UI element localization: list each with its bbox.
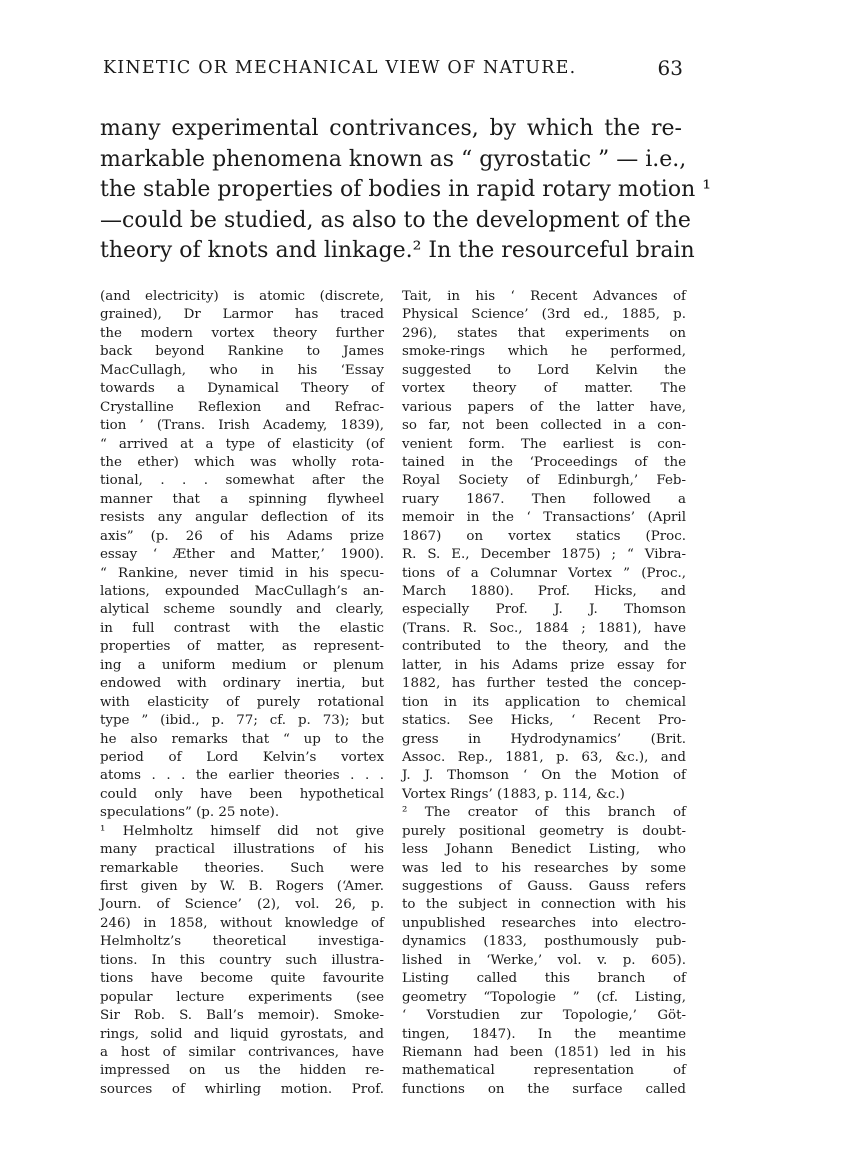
footnote-line: manner that a spinning flywheel — [100, 491, 384, 507]
footnote-line: alytical scheme soundly and clearly, — [100, 602, 384, 618]
footnote-line: lations, expounded MacCullagh’s an- — [100, 584, 384, 599]
footnote-line: MacCullagh, who in his ‘Essay — [100, 362, 384, 378]
footnote-line: especially Prof. J. J. Thomson — [402, 602, 686, 618]
footnote-line: Vortex Rings’ (1883, p. 114, &c.) — [402, 786, 625, 802]
main-line: the stable properties of bodies in rapid rotary motion ¹ — [100, 177, 712, 202]
footnote-line: Riemann had been (1851) led in his — [402, 1044, 686, 1060]
footnote-line: 1882, has further tested the concep- — [402, 676, 686, 692]
footnote-line: in full contrast with the elastic — [100, 620, 384, 636]
footnote-line: sources of whirling motion. Prof. — [100, 1081, 384, 1097]
footnote-line: popular lecture experiments (see — [100, 989, 384, 1005]
footnote-line: towards a Dynamical Theory of — [100, 381, 384, 397]
footnote-line: 1867) on vortex statics (Proc. — [402, 528, 686, 544]
footnote-line: many practical illustrations of his — [100, 842, 384, 858]
footnote-line: “ arrived at a type of elasticity (of — [100, 436, 384, 452]
footnote-line: “ Rankine, never timid in his specu- — [100, 565, 384, 581]
footnote-line: 246) in 1858, without knowledge of — [100, 915, 384, 931]
footnote-line: atoms . . . the earlier theories . . . — [100, 768, 384, 784]
main-line: markable phenomena known as “ gyrostatic ” — i.e., — [100, 146, 687, 172]
footnote-line: the modern vortex theory further — [100, 325, 384, 341]
footnote-line: March 1880). Prof. Hicks, and — [402, 584, 686, 599]
footnote-line: tions. In this country such illustra- — [100, 952, 384, 968]
footnote-line: to the subject in connection with his — [402, 897, 686, 913]
footnote-line: Royal Society of Edinburgh,’ Feb- — [402, 473, 686, 489]
footnote-line: tingen, 1847). In the meantime — [402, 1026, 686, 1042]
footnote-line: lished in ‘Werke,’ vol. v. p. 605). — [402, 952, 686, 968]
footnote-line: mathematical representation of — [402, 1063, 686, 1079]
footnote-line: (Trans. R. Soc., 1884 ; 1881), have — [402, 620, 686, 636]
footnote-line: (and electricity) is atomic (discrete, — [100, 289, 384, 304]
footnote-line: type ” (ibid., p. 77; cf. p. 73); but — [100, 713, 384, 729]
footnote-line: memoir in the ‘ Transactions’ (April — [402, 510, 686, 526]
footnote-line: properties of matter, as represent- — [100, 639, 384, 655]
footnote-line: was led to his researches by some — [402, 860, 686, 876]
main-paragraph — [100, 114, 712, 267]
main-line: theory of knots and linkage.² In the resourceful brain — [100, 238, 695, 263]
footnote-line: functions on the surface called — [402, 1081, 686, 1097]
footnote-line: tion in its application to chemical — [402, 694, 686, 710]
footnote-line: essay ‘ Æther and Matter,’ 1900). — [100, 547, 384, 563]
footnote-line: suggestions of Gauss. Gauss refers — [402, 879, 686, 894]
footnote-line: tion ’ (Trans. Irish Academy, 1839), — [100, 418, 384, 434]
footnote-line: axis” (p. 26 of his Adams prize — [100, 528, 384, 544]
footnote-line: geometry “Topologie ” (cf. Listing, — [402, 989, 686, 1005]
footnote-line: Sir Rob. S. Ball’s memoir). Smoke- — [100, 1008, 384, 1024]
footnote-line: tional, . . . somewhat after the — [100, 473, 384, 489]
footnote-line: contributed to the theory, and the — [402, 639, 686, 655]
footnote-line: Journ. of Science’ (2), vol. 26, p. — [100, 897, 384, 913]
footnote-line: ² The creator of this branch of — [402, 805, 686, 821]
footnote-line: various papers of the latter have, — [402, 399, 686, 415]
footnote-line: statics. See Hicks, ‘ Recent Pro- — [402, 713, 686, 729]
footnote-line: grained), Dr Larmor has traced — [100, 307, 384, 323]
footnote-line: impressed on us the hidden re- — [100, 1063, 384, 1079]
footnote-line: venient form. The earliest is con- — [402, 436, 686, 452]
footnote-line: Tait, in his ‘ Recent Advances of — [402, 289, 686, 304]
footnote-line: rings, solid and liquid gyrostats, and — [100, 1026, 384, 1042]
footnote-line: vortex theory of matter. The — [402, 381, 686, 397]
footnote-line: could only have been hypothetical — [100, 786, 384, 802]
footnote-line: Assoc. Rep., 1881, p. 63, &c.), and — [402, 749, 686, 765]
footnote-line: tained in the ‘Proceedings of the — [402, 454, 686, 470]
page-number: 63 — [657, 56, 683, 80]
footnote-line: suggested to Lord Kelvin the — [402, 362, 686, 378]
footnote-line: ing a uniform medium or plenum — [100, 657, 384, 673]
footnote-line: period of Lord Kelvin’s vortex — [100, 749, 384, 765]
footnote-line: Helmholtz’s theoretical investiga- — [100, 934, 384, 950]
footnote-line: 296), states that experiments on — [402, 325, 686, 341]
main-line: —could be studied, as also to the development of the — [100, 207, 691, 233]
footnote-column-right — [402, 288, 686, 1099]
footnote-line: less Johann Benedict Listing, who — [402, 842, 686, 858]
main-line: many experimental contrivances, by which the re- — [100, 116, 682, 141]
footnote-line: ‘ Vorstudien zur Topologie,’ Göt- — [402, 1008, 686, 1024]
footnote-line: Listing called this branch of — [402, 971, 686, 987]
footnote-line: with elasticity of purely rotational — [100, 694, 384, 710]
footnote-line: Crystalline Reflexion and Refrac- — [100, 399, 384, 415]
footnote-line: unpublished researches into electro- — [402, 915, 686, 931]
page-header — [103, 58, 683, 88]
footnote-line: a host of similar contrivances, have — [100, 1044, 384, 1060]
footnote-line: resists any angular deflection of its — [100, 510, 384, 526]
footnote-line: smoke-rings which he performed, — [402, 344, 686, 360]
footnote-column-left — [100, 288, 384, 1099]
footnote-line: endowed with ordinary inertia, but — [100, 676, 384, 692]
footnote-line: first given by W. B. Rogers (‘Amer. — [100, 879, 384, 894]
footnote-line: back beyond Rankine to James — [100, 344, 384, 360]
footnote-line: remarkable theories. Such were — [100, 860, 384, 876]
footnote-line: J. J. Thomson ‘ On the Motion of — [402, 768, 686, 784]
footnote-line: so far, not been collected in a con- — [402, 418, 686, 434]
footnote-line: latter, in his Adams prize essay for — [402, 657, 686, 673]
footnote-line: speculations” (p. 25 note). — [100, 805, 280, 821]
footnote-line: the ether) which was wholly rota- — [100, 454, 384, 470]
footnote-line: he also remarks that “ up to the — [100, 731, 384, 747]
footnote-line: ¹ Helmholtz himself did not give — [100, 823, 384, 839]
footnote-line: tions of a Columnar Vortex ” (Proc., — [402, 565, 686, 581]
footnote-line: gress in Hydrodynamics’ (Brit. — [402, 731, 686, 747]
footnote-line: Physical Science’ (3rd ed., 1885, p. — [402, 307, 686, 323]
footnote-line: ruary 1867. Then followed a — [402, 491, 686, 507]
footnote-line: dynamics (1833, posthumously pub- — [402, 934, 686, 950]
running-head: KINETIC OR MECHANICAL VIEW OF NATURE. — [103, 58, 577, 78]
footnote-line: purely positional geometry is doubt- — [402, 823, 686, 839]
footnote-line: tions have become quite favourite — [100, 971, 384, 987]
footnote-line: R. S. E., December 1875) ; “ Vibra- — [402, 547, 686, 563]
